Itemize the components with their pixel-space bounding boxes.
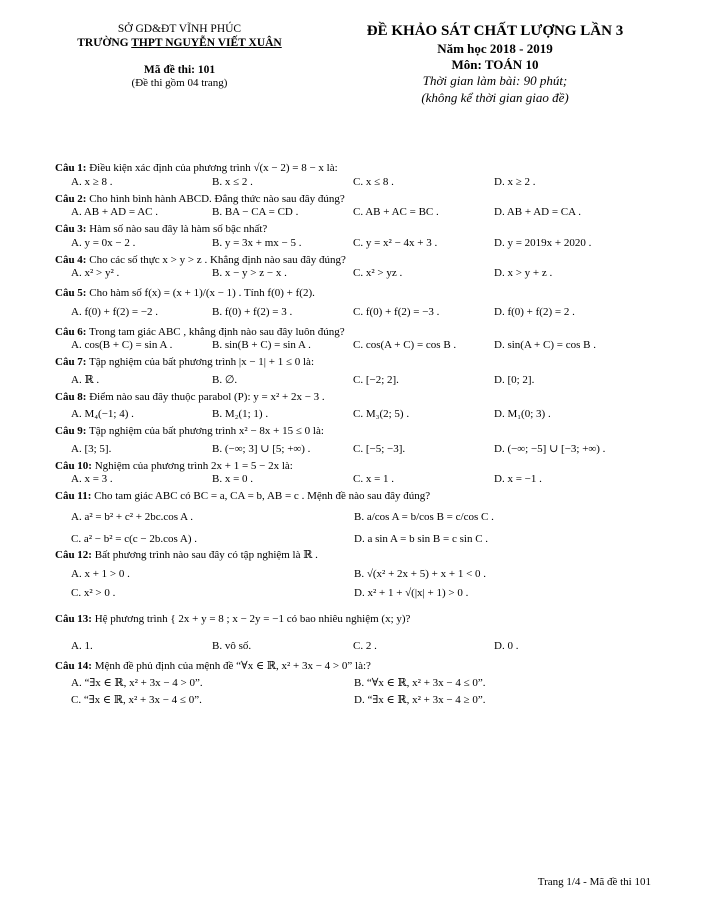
exam-title: ĐỀ KHẢO SÁT CHẤT LƯỢNG LẦN 3 bbox=[366, 23, 624, 39]
option-d: D. “∃x ∈ ℝ, x² + 3x − 4 ≥ 0”. bbox=[354, 693, 486, 706]
question-stem: Tập nghiệm của bất phương trình x² − 8x + 15 ≤ 0 là: bbox=[89, 425, 324, 437]
option-d: D. [0; 2]. bbox=[494, 373, 535, 386]
question-label: Câu 2: bbox=[55, 192, 87, 205]
option-b: B. f(0) + f(2) = 3 . bbox=[212, 305, 293, 318]
option-d: D. M₁(0; 3) . bbox=[494, 408, 551, 421]
option-c: C. “∃x ∈ ℝ, x² + 3x − 4 ≤ 0”. bbox=[71, 693, 202, 706]
school-name-line bbox=[52, 36, 307, 50]
option-c: C. x = 1 . bbox=[353, 473, 395, 486]
option-d: D. y = 2019x + 2020 . bbox=[494, 236, 592, 249]
question-label: Câu 7: bbox=[55, 356, 87, 368]
option-a: A. AB + AD = AC . bbox=[71, 206, 158, 219]
option-d: D. (−∞; −5] ∪ [−3; +∞) . bbox=[494, 442, 606, 455]
question-4 bbox=[55, 254, 675, 282]
option-b: B. vô số. bbox=[212, 640, 252, 653]
option-b: B. BA − CA = CD . bbox=[212, 206, 299, 219]
option-c: C. [−2; 2]. bbox=[353, 373, 399, 386]
option-a: A. x² > y² . bbox=[71, 267, 120, 280]
question-label: Câu 14: bbox=[55, 660, 92, 672]
option-a: A. y = 0x − 2 . bbox=[71, 236, 136, 249]
question-stem: Hàm số nào sau đây là hàm số bậc nhất? bbox=[89, 223, 268, 235]
page-count: (Đề thi gồm 04 trang) bbox=[131, 77, 228, 90]
question-list bbox=[55, 162, 675, 710]
question-7 bbox=[55, 356, 675, 388]
option-c: C. y = x² − 4x + 3 . bbox=[353, 236, 438, 249]
question-label: Câu 13: bbox=[55, 612, 92, 625]
question-stem: Hệ phương trình { 2x + y = 8 ; x − 2y = −1 có bao nhiêu nghiệm (x; y)? bbox=[94, 612, 411, 625]
option-d: D. x = −1 . bbox=[494, 473, 542, 486]
option-b: B. (−∞; 3] ∪ [5; +∞) . bbox=[212, 442, 311, 455]
option-b: B. x ≤ 2 . bbox=[212, 175, 253, 188]
school-prefix: TRƯỜNG bbox=[77, 37, 132, 50]
option-b: B. “∀x ∈ ℝ, x² + 3x − 4 ≤ 0”. bbox=[354, 676, 486, 689]
subject: Môn: TOÁN 10 bbox=[451, 57, 539, 72]
option-d: D. 0 . bbox=[494, 640, 519, 653]
option-c: C. x ≤ 8 . bbox=[353, 175, 394, 188]
question-12 bbox=[55, 549, 675, 600]
question-stem: Cho các số thực x > y > z . Khẳng định nào sau đây đúng? bbox=[89, 253, 346, 266]
option-d: D. AB + AD = CA . bbox=[494, 206, 581, 219]
question-stem: Tập nghiệm của bất phương trình |x − 1| + 1 ≤ 0 là: bbox=[89, 356, 314, 368]
option-b: B. x = 0 . bbox=[212, 473, 254, 486]
question-5 bbox=[55, 287, 675, 320]
header-left bbox=[52, 22, 307, 91]
option-a: A. x = 3 . bbox=[71, 473, 113, 486]
option-d: D. x ≥ 2 . bbox=[494, 175, 536, 188]
option-c: C. 2 . bbox=[353, 640, 377, 653]
option-d: D. x² + 1 + √(|x| + 1) > 0 . bbox=[354, 586, 469, 599]
option-d: D. sin(A + C) = cos B . bbox=[494, 339, 596, 352]
exam-code: Mã đề thi: 101 bbox=[143, 63, 216, 76]
question-stem: Điều kiện xác định của phương trình √(x − 2) = 8 − x là: bbox=[89, 162, 338, 174]
school-name: THPT NGUYỄN VIẾT XUÂN bbox=[131, 37, 282, 50]
option-d: D. f(0) + f(2) = 2 . bbox=[494, 305, 575, 318]
question-9 bbox=[55, 425, 675, 457]
option-a: A. a² = b² + c² + 2bc.cos A . bbox=[71, 510, 193, 523]
question-11 bbox=[55, 490, 675, 546]
question-label: Câu 10: bbox=[55, 459, 92, 472]
option-c: C. cos(A + C) = cos B . bbox=[353, 339, 457, 352]
option-b: B. M₂(1; 1) . bbox=[212, 408, 269, 421]
option-b: B. x − y > z − x . bbox=[212, 267, 287, 280]
option-c: C. a² − b² = c(c − 2b.cos A) . bbox=[71, 532, 198, 545]
question-stem: Mệnh đề phủ định của mệnh đề “∀x ∈ ℝ, x² + 3x − 4 > 0” là:? bbox=[94, 660, 371, 672]
question-label: Câu 5: bbox=[55, 287, 87, 299]
option-a: A. x + 1 > 0 . bbox=[71, 568, 130, 580]
question-label: Câu 4: bbox=[55, 253, 87, 266]
question-3 bbox=[55, 223, 675, 251]
option-b: B. y = 3x + mx − 5 . bbox=[212, 236, 302, 249]
option-d: D. x > y + z . bbox=[494, 267, 553, 280]
question-8 bbox=[55, 391, 675, 423]
option-a: A. x ≥ 8 . bbox=[71, 175, 113, 188]
option-a: A. M₄(−1; 4) . bbox=[71, 408, 134, 421]
school-year: Năm học 2018 - 2019 bbox=[437, 40, 553, 56]
option-a: A. 1. bbox=[71, 640, 93, 653]
option-c: C. x² > yz . bbox=[353, 267, 403, 280]
question-label: Câu 11: bbox=[55, 490, 92, 502]
option-c: C. x² > 0 . bbox=[71, 586, 116, 599]
question-label: Câu 12: bbox=[55, 549, 92, 562]
option-b: B. sin(B + C) = sin A . bbox=[212, 339, 311, 352]
option-d: D. a sin A = b sin B = c sin C . bbox=[354, 532, 489, 545]
question-stem: Nghiệm của phương trình 2x + 1 = 5 − 2x là: bbox=[94, 459, 293, 472]
page-footer: Trang 1/4 - Mã đề thi 101 bbox=[537, 876, 651, 888]
header-right bbox=[330, 22, 660, 106]
option-a: A. cos(B + C) = sin A . bbox=[71, 339, 173, 352]
question-label: Câu 9: bbox=[55, 425, 87, 437]
department-name: SỞ GD&ĐT VĨNH PHÚC bbox=[117, 23, 242, 35]
question-10 bbox=[55, 460, 675, 488]
option-a: A. [3; 5]. bbox=[71, 442, 112, 455]
question-1 bbox=[55, 162, 675, 190]
question-label: Câu 3: bbox=[55, 223, 87, 235]
question-13 bbox=[55, 613, 675, 655]
question-label: Câu 6: bbox=[55, 325, 87, 338]
option-b: B. a/cos A = b/cos B = c/cos C . bbox=[354, 510, 494, 523]
question-stem: Cho tam giác ABC có BC = a, CA = b, AB = c . Mệnh đề nào sau đây đúng? bbox=[94, 490, 431, 502]
question-6 bbox=[55, 326, 675, 354]
question-stem: Điểm nào sau đây thuộc parabol (P): y = x² + 2x − 3 . bbox=[89, 390, 325, 403]
option-b: B. √(x² + 2x + 5) + x + 1 < 0 . bbox=[354, 568, 487, 580]
option-a: A. “∃x ∈ ℝ, x² + 3x − 4 > 0”. bbox=[71, 676, 203, 689]
question-stem: Trong tam giác ABC , khẳng định nào sau đây luôn đúng? bbox=[89, 325, 345, 338]
question-14 bbox=[55, 660, 675, 707]
question-stem: Cho hàm số f(x) = (x + 1)/(x − 1) . Tính f(0) + f(2). bbox=[89, 287, 315, 299]
question-label: Câu 1: bbox=[55, 162, 87, 174]
question-label: Câu 8: bbox=[55, 390, 87, 403]
option-c: C. f(0) + f(2) = −3 . bbox=[353, 305, 440, 318]
question-2 bbox=[55, 193, 675, 221]
question-stem: Cho hình bình hành ABCD. Đẳng thức nào sau đây đúng? bbox=[89, 192, 345, 205]
option-a: A. ℝ . bbox=[71, 373, 100, 386]
option-c: C. [−5; −3]. bbox=[353, 442, 406, 455]
option-c: C. AB + AC = BC . bbox=[353, 206, 439, 219]
option-a: A. f(0) + f(2) = −2 . bbox=[71, 305, 159, 318]
question-stem: Bất phương trình nào sau đây có tập nghiệm là ℝ . bbox=[94, 549, 318, 562]
time-limit: Thời gian làm bài: 90 phút; bbox=[422, 73, 568, 89]
time-note: (không kể thời gian giao đề) bbox=[421, 89, 569, 105]
option-c: C. M₃(2; 5) . bbox=[353, 408, 410, 421]
option-b: B. ∅. bbox=[212, 373, 238, 386]
